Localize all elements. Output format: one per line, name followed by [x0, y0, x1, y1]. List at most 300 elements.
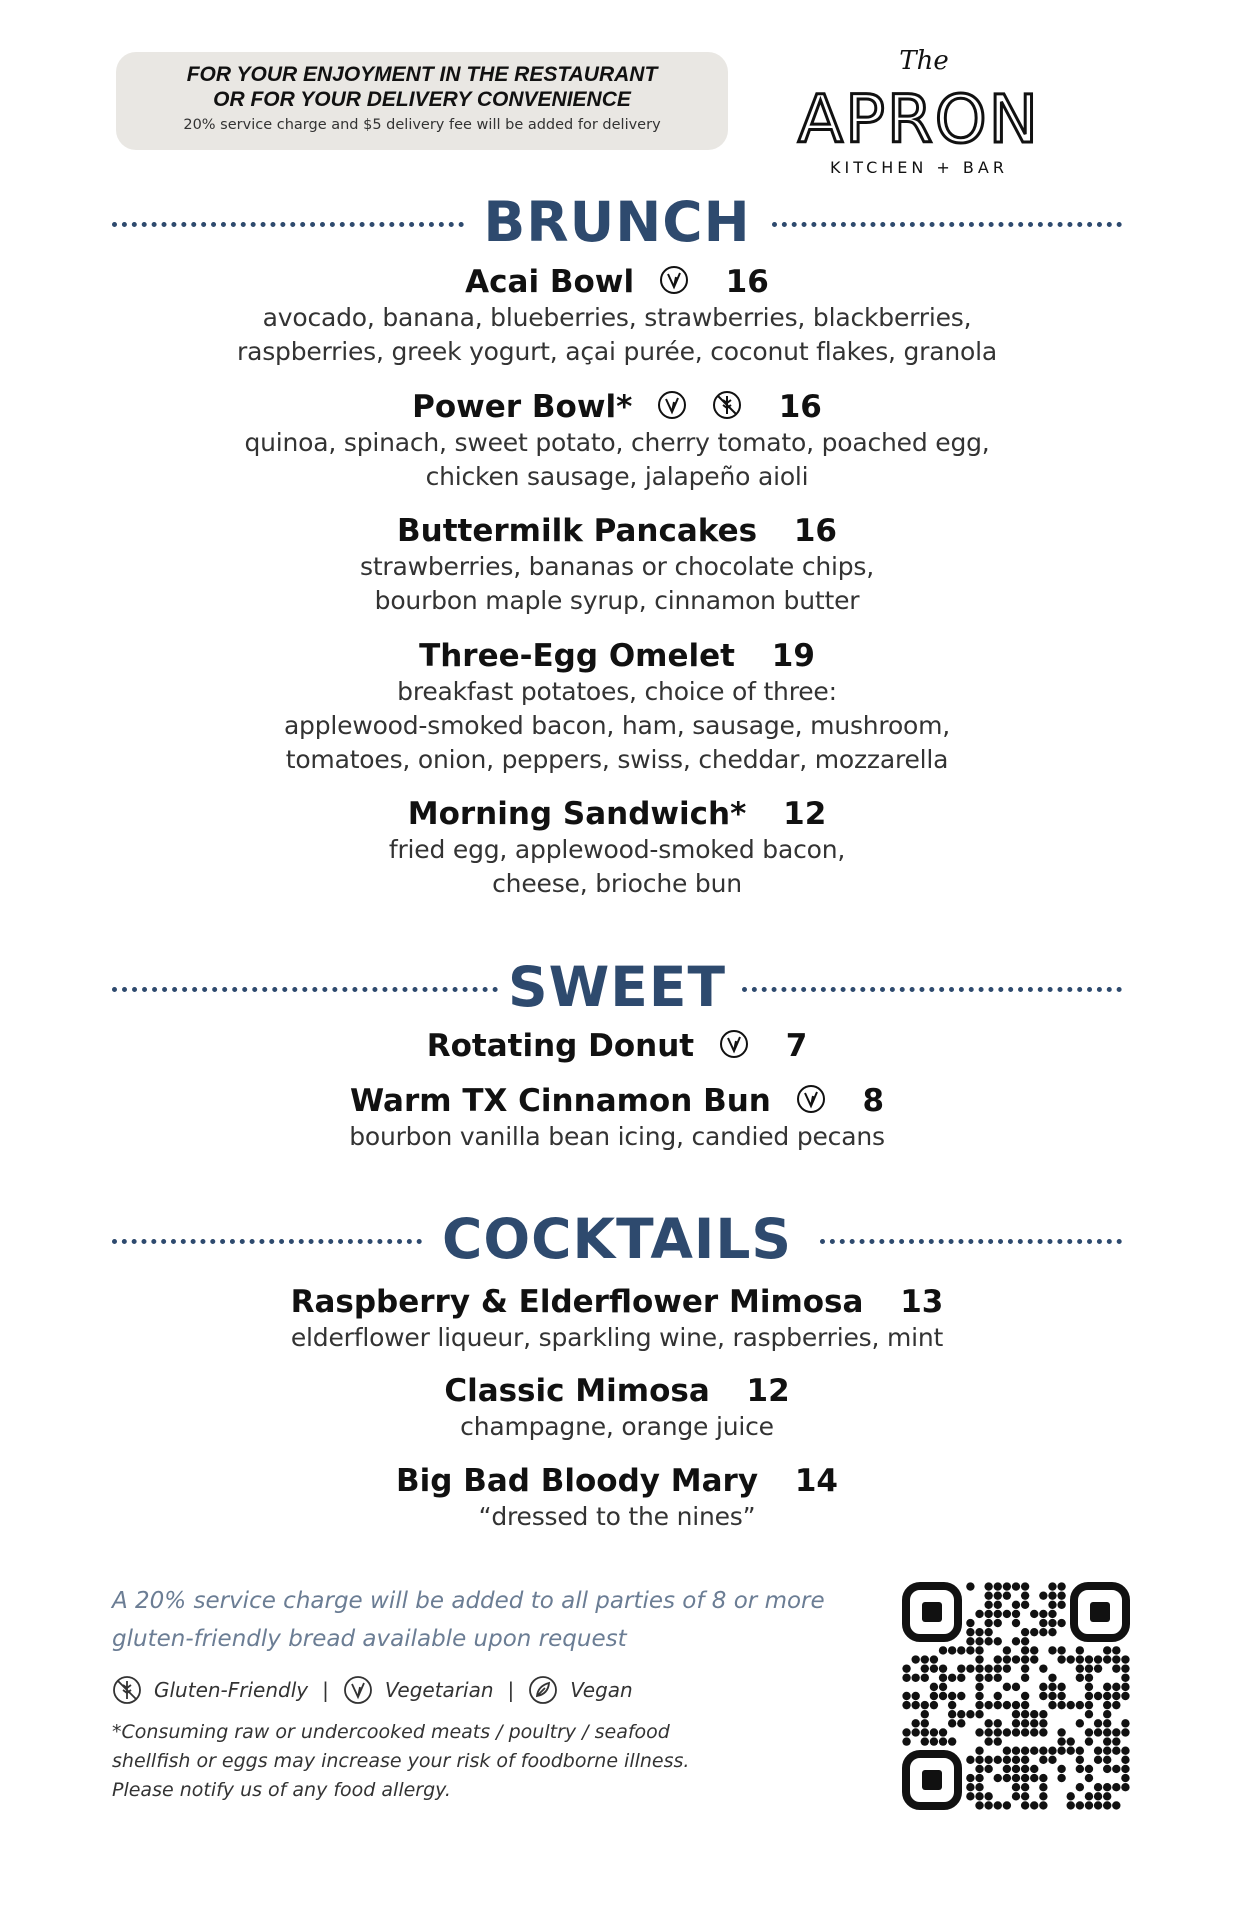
qr-module: [1039, 1628, 1047, 1636]
menu-item: [112, 388, 1122, 494]
qr-module: [975, 1637, 983, 1645]
qr-module: [1057, 1619, 1065, 1627]
qr-module: [994, 1601, 1002, 1609]
qr-module: [1112, 1701, 1120, 1709]
qr-module: [1039, 1792, 1047, 1800]
qr-module: [1094, 1719, 1102, 1727]
qr-module: [1030, 1610, 1038, 1618]
qr-module: [948, 1719, 956, 1727]
qr-module: [1076, 1747, 1084, 1755]
item-price: 19: [771, 638, 815, 674]
qr-module: [1021, 1774, 1029, 1782]
item-price: 7: [785, 1028, 808, 1064]
qr-module: [975, 1655, 983, 1663]
qr-module: [939, 1674, 947, 1682]
logo-the: The: [899, 46, 949, 76]
qr-module: [1048, 1601, 1056, 1609]
qr-module: [966, 1756, 974, 1764]
qr-module: [984, 1582, 992, 1590]
qr-module: [994, 1756, 1002, 1764]
brunch-title: BRUNCH: [483, 190, 751, 254]
legend-vegetarian-label: Vegetarian: [384, 1678, 494, 1702]
vegetarian-icon: [343, 1675, 373, 1705]
qr-module: [1003, 1728, 1011, 1736]
item-description: chicken sausage, jalapeño aioli: [425, 462, 809, 491]
qr-module: [921, 1701, 929, 1709]
qr-module: [930, 1692, 938, 1700]
item-description: bourbon vanilla bean icing, candied pecans: [349, 1122, 885, 1151]
qr-module: [966, 1664, 974, 1672]
qr-module: [1085, 1683, 1093, 1691]
qr-module: [921, 1719, 929, 1727]
qr-module: [1003, 1655, 1011, 1663]
item-description: bourbon maple syrup, cinnamon butter: [374, 586, 860, 615]
qr-module: [921, 1664, 929, 1672]
qr-module: [1048, 1747, 1056, 1755]
qr-module: [984, 1701, 992, 1709]
qr-module: [984, 1737, 992, 1745]
cocktails-header: [112, 1209, 1122, 1269]
qr-module: [1076, 1701, 1084, 1709]
qr-module: [1021, 1747, 1029, 1755]
qr-module: [1094, 1664, 1102, 1672]
qr-module: [1021, 1701, 1029, 1709]
qr-module: [921, 1674, 929, 1682]
qr-module: [1003, 1774, 1011, 1782]
qr-module: [1039, 1801, 1047, 1809]
qr-module: [1021, 1792, 1029, 1800]
qr-module: [1030, 1719, 1038, 1727]
item-price: 14: [794, 1463, 838, 1499]
qr-module: [1121, 1747, 1129, 1755]
qr-module: [984, 1601, 992, 1609]
qr-module: [911, 1701, 919, 1709]
qr-module: [1085, 1801, 1093, 1809]
qr-module: [966, 1783, 974, 1791]
qr-module: [966, 1710, 974, 1718]
qr-module: [975, 1664, 983, 1672]
qr-module: [939, 1728, 947, 1736]
qr-module: [1121, 1655, 1129, 1663]
item-name: Acai Bowl: [465, 264, 635, 300]
footer-notes: [112, 1582, 882, 1658]
qr-module: [921, 1655, 929, 1663]
qr-module: [1057, 1655, 1065, 1663]
qr-module: [1021, 1692, 1029, 1700]
qr-module: [966, 1619, 974, 1627]
item-price: 16: [793, 513, 837, 549]
qr-code[interactable]: [902, 1582, 1130, 1810]
qr-module: [1085, 1655, 1093, 1663]
vegan-icon: [528, 1675, 558, 1705]
qr-module: [911, 1655, 919, 1663]
qr-module: [1103, 1765, 1111, 1773]
qr-module: [1012, 1582, 1020, 1590]
qr-module: [984, 1591, 992, 1599]
qr-module: [1039, 1664, 1047, 1672]
qr-module: [984, 1628, 992, 1636]
menu-item: [112, 1462, 1122, 1534]
sweet-title: SWEET: [508, 955, 726, 1019]
qr-module: [1112, 1655, 1120, 1663]
qr-module: [1021, 1719, 1029, 1727]
qr-module: [984, 1756, 992, 1764]
qr-module: [1103, 1728, 1111, 1736]
qr-module: [984, 1801, 992, 1809]
qr-module: [1112, 1747, 1120, 1755]
qr-module: [966, 1792, 974, 1800]
qr-module: [1085, 1692, 1093, 1700]
qr-module: [1039, 1610, 1047, 1618]
qr-module: [957, 1664, 965, 1672]
qr-module: [1012, 1728, 1020, 1736]
item-name: Big Bad Bloody Mary: [395, 1463, 759, 1499]
qr-module: [1057, 1601, 1065, 1609]
legend-vegetarian: [343, 1675, 494, 1705]
qr-module: [975, 1774, 983, 1782]
logo-subtitle: KITCHEN + BAR: [830, 158, 1008, 177]
qr-module: [1121, 1783, 1129, 1791]
qr-module: [1012, 1747, 1020, 1755]
qr-module: [1012, 1655, 1020, 1663]
qr-module: [902, 1737, 910, 1745]
qr-module: [957, 1692, 965, 1700]
menu-item: [112, 1283, 1122, 1355]
qr-module: [1085, 1710, 1093, 1718]
qr-module: [994, 1664, 1002, 1672]
logo-apron-wordmark: [784, 82, 1054, 152]
qr-module: [911, 1692, 919, 1700]
menu-item: [112, 1027, 1122, 1065]
sweet-header: [112, 957, 1122, 1017]
qr-module: [1103, 1646, 1111, 1654]
item-description: fried egg, applewood-smoked bacon,: [388, 835, 846, 864]
qr-module: [939, 1646, 947, 1654]
brunch-header: [112, 192, 1122, 252]
vegetarian-icon: [659, 265, 689, 295]
qr-module: [1003, 1683, 1011, 1691]
legend-separator: |: [322, 1678, 329, 1702]
qr-module: [902, 1728, 910, 1736]
qr-module: [994, 1582, 1002, 1590]
qr-module: [1103, 1801, 1111, 1809]
qr-module: [1021, 1783, 1029, 1791]
qr-module: [1057, 1728, 1065, 1736]
qr-module: [1103, 1737, 1111, 1745]
qr-module: [994, 1637, 1002, 1645]
qr-module: [975, 1801, 983, 1809]
qr-module: [948, 1674, 956, 1682]
qr-module: [994, 1737, 1002, 1745]
qr-module: [1103, 1710, 1111, 1718]
qr-module: [1039, 1774, 1047, 1782]
qr-module: [1057, 1737, 1065, 1745]
qr-module: [1112, 1683, 1120, 1691]
qr-module: [1030, 1774, 1038, 1782]
item-name: Classic Mimosa: [444, 1373, 710, 1409]
qr-module: [957, 1710, 965, 1718]
qr-module: [957, 1646, 965, 1654]
qr-module: [975, 1692, 983, 1700]
qr-module: [1039, 1783, 1047, 1791]
qr-module: [1067, 1801, 1075, 1809]
delivery-banner: [116, 52, 728, 150]
qr-module: [1067, 1701, 1075, 1709]
qr-module: [1085, 1701, 1093, 1709]
qr-module: [1103, 1792, 1111, 1800]
qr-module: [1094, 1747, 1102, 1755]
qr-module: [966, 1628, 974, 1636]
qr-module: [975, 1765, 983, 1773]
qr-module: [994, 1692, 1002, 1700]
qr-module: [984, 1765, 992, 1773]
qr-module: [1003, 1765, 1011, 1773]
qr-module: [994, 1591, 1002, 1599]
qr-module: [1057, 1646, 1065, 1654]
qr-module: [1094, 1801, 1102, 1809]
qr-module: [1039, 1756, 1047, 1764]
qr-module: [1057, 1683, 1065, 1691]
qr-module: [1067, 1747, 1075, 1755]
qr-module: [1094, 1792, 1102, 1800]
qr-module: [984, 1664, 992, 1672]
qr-module: [930, 1655, 938, 1663]
qr-module: [1039, 1619, 1047, 1627]
qr-module: [1003, 1756, 1011, 1764]
banner-line-3: 20% service charge and $5 delivery fee will be added for delivery: [183, 117, 661, 133]
divider-right: [820, 1239, 1122, 1244]
item-price: 16: [725, 264, 769, 300]
qr-module: [1076, 1801, 1084, 1809]
qr-module: [939, 1683, 947, 1691]
qr-module: [1021, 1582, 1029, 1590]
qr-module: [1021, 1601, 1029, 1609]
item-description: applewood-smoked bacon, ham, sausage, mushroom,: [283, 711, 951, 740]
qr-module: [911, 1728, 919, 1736]
qr-module: [1003, 1664, 1011, 1672]
qr-module: [1121, 1683, 1129, 1691]
qr-module: [984, 1674, 992, 1682]
qr-module: [1003, 1582, 1011, 1590]
qr-module: [1039, 1728, 1047, 1736]
qr-module: [1030, 1747, 1038, 1755]
qr-module: [1057, 1692, 1065, 1700]
legend-gluten-label: Gluten-Friendly: [154, 1678, 309, 1702]
qr-module: [1103, 1655, 1111, 1663]
qr-module: [984, 1728, 992, 1736]
qr-module: [1076, 1655, 1084, 1663]
qr-module: [1012, 1783, 1020, 1791]
qr-module: [1057, 1765, 1065, 1773]
qr-module: [1067, 1792, 1075, 1800]
qr-module: [975, 1646, 983, 1654]
food-safety-note: [112, 1718, 812, 1805]
qr-module: [1112, 1783, 1120, 1791]
qr-module: [1012, 1619, 1020, 1627]
qr-module: [1057, 1701, 1065, 1709]
qr-module: [1012, 1683, 1020, 1691]
item-name: Three-Egg Omelet: [419, 638, 735, 674]
qr-module: [1048, 1628, 1056, 1636]
qr-module: [1030, 1655, 1038, 1663]
qr-module: [1003, 1801, 1011, 1809]
qr-module: [1030, 1646, 1038, 1654]
qr-module: [1021, 1655, 1029, 1663]
qr-module: [1003, 1591, 1011, 1599]
qr-module: [1003, 1747, 1011, 1755]
qr-module: [1121, 1728, 1129, 1736]
qr-module: [1048, 1646, 1056, 1654]
qr-module: [1103, 1683, 1111, 1691]
qr-module: [1039, 1591, 1047, 1599]
menu-item: [112, 512, 1122, 618]
qr-module: [994, 1610, 1002, 1618]
qr-finder-bottom-left: [906, 1754, 958, 1806]
qr-module: [1076, 1664, 1084, 1672]
qr-module: [975, 1683, 983, 1691]
qr-module: [1048, 1610, 1056, 1618]
qr-module: [1048, 1692, 1056, 1700]
qr-module: [930, 1701, 938, 1709]
menu-item: [112, 1372, 1122, 1444]
qr-module: [1048, 1701, 1056, 1709]
qr-module: [1094, 1728, 1102, 1736]
qr-module: [902, 1701, 910, 1709]
qr-module: [911, 1719, 919, 1727]
qr-module: [957, 1719, 965, 1727]
qr-module: [994, 1619, 1002, 1627]
qr-module: [1039, 1747, 1047, 1755]
qr-module: [1057, 1591, 1065, 1599]
banner-line-1: FOR YOUR ENJOYMENT IN THE RESTAURANT: [186, 63, 658, 86]
qr-module: [1121, 1719, 1129, 1727]
service-charge-note: A 20% service charge will be added to all parties of 8 or more: [112, 1588, 825, 1614]
qr-module: [1030, 1765, 1038, 1773]
qr-module: [1112, 1728, 1120, 1736]
qr-module: [1012, 1701, 1020, 1709]
qr-module: [1076, 1756, 1084, 1764]
qr-module: [994, 1774, 1002, 1782]
item-name: Rotating Donut: [426, 1028, 695, 1064]
qr-module: [1112, 1692, 1120, 1700]
qr-module: [957, 1674, 965, 1682]
qr-module: [939, 1737, 947, 1745]
qr-module: [966, 1774, 974, 1782]
qr-module: [1048, 1619, 1056, 1627]
qr-module: [975, 1674, 983, 1682]
qr-module: [1085, 1765, 1093, 1773]
menu-item: [112, 1082, 1122, 1154]
qr-module: [948, 1701, 956, 1709]
qr-module: [930, 1737, 938, 1745]
qr-module: [1021, 1646, 1029, 1654]
item-name: Warm TX Cinnamon Bun: [349, 1083, 771, 1119]
qr-module: [1121, 1664, 1129, 1672]
qr-module: [1085, 1674, 1093, 1682]
qr-module: [1048, 1591, 1056, 1599]
qr-module: [1012, 1710, 1020, 1718]
item-price: 8: [862, 1083, 885, 1119]
qr-module: [1094, 1692, 1102, 1700]
banner-line-2: OR FOR YOUR DELIVERY CONVENIENCE: [213, 88, 631, 111]
qr-module: [1039, 1710, 1047, 1718]
qr-module: [1021, 1756, 1029, 1764]
qr-module: [1012, 1601, 1020, 1609]
qr-module: [984, 1610, 992, 1618]
qr-module: [1030, 1710, 1038, 1718]
vegetarian-icon: [657, 390, 687, 420]
item-price: 12: [783, 796, 827, 832]
qr-module: [1085, 1737, 1093, 1745]
qr-module: [1094, 1655, 1102, 1663]
qr-module: [1021, 1674, 1029, 1682]
qr-module: [930, 1683, 938, 1691]
legend-vegan: [528, 1675, 632, 1705]
qr-module: [975, 1710, 983, 1718]
qr-module: [1112, 1801, 1120, 1809]
apron-logo: [784, 46, 1054, 186]
qr-module: [1121, 1774, 1129, 1782]
qr-module: [1003, 1646, 1011, 1654]
qr-module: [1085, 1792, 1093, 1800]
qr-module: [1030, 1801, 1038, 1809]
item-description: quinoa, spinach, sweet potato, cherry tomato, poached egg,: [244, 428, 990, 457]
item-name: Raspberry & Elderflower Mimosa: [290, 1284, 864, 1320]
qr-finder-top-left: [906, 1586, 958, 1638]
qr-module: [1039, 1719, 1047, 1727]
qr-module: [1021, 1728, 1029, 1736]
qr-module: [1021, 1628, 1029, 1636]
qr-module: [1103, 1719, 1111, 1727]
qr-module: [1012, 1756, 1020, 1764]
qr-module: [1021, 1801, 1029, 1809]
qr-module: [975, 1756, 983, 1764]
qr-module: [1039, 1692, 1047, 1700]
qr-module: [1067, 1737, 1075, 1745]
cocktails-title: COCKTAILS: [441, 1207, 793, 1271]
qr-module: [1003, 1701, 1011, 1709]
vegetarian-icon: [796, 1084, 826, 1114]
qr-module: [1003, 1610, 1011, 1618]
qr-module: [948, 1710, 956, 1718]
qr-module: [1103, 1701, 1111, 1709]
qr-module: [1076, 1719, 1084, 1727]
qr-module: [1112, 1765, 1120, 1773]
item-description: breakfast potatoes, choice of three:: [397, 677, 837, 706]
item-description: strawberries, bananas or chocolate chips,: [360, 552, 874, 581]
qr-module: [902, 1692, 910, 1700]
item-description: tomatoes, onion, peppers, swiss, cheddar, mozzarella: [285, 745, 949, 774]
qr-module: [1012, 1774, 1020, 1782]
qr-module: [1085, 1664, 1093, 1672]
menu-item: [112, 795, 1122, 901]
item-description: avocado, banana, blueberries, strawberries, blackberries,: [262, 303, 972, 332]
item-description: cheese, brioche bun: [492, 869, 742, 898]
qr-module: [902, 1674, 910, 1682]
qr-module: [1085, 1728, 1093, 1736]
qr-module: [994, 1701, 1002, 1709]
divider-right: [772, 222, 1122, 227]
item-description: elderflower liqueur, sparkling wine, raspberries, mint: [290, 1323, 944, 1352]
legend-separator: |: [507, 1678, 515, 1702]
item-price: 12: [746, 1373, 790, 1409]
qr-module: [975, 1783, 983, 1791]
qr-module: [1057, 1582, 1065, 1590]
item-price: 16: [778, 389, 822, 425]
qr-module: [930, 1664, 938, 1672]
qr-module: [1021, 1664, 1029, 1672]
qr-module: [1076, 1674, 1084, 1682]
